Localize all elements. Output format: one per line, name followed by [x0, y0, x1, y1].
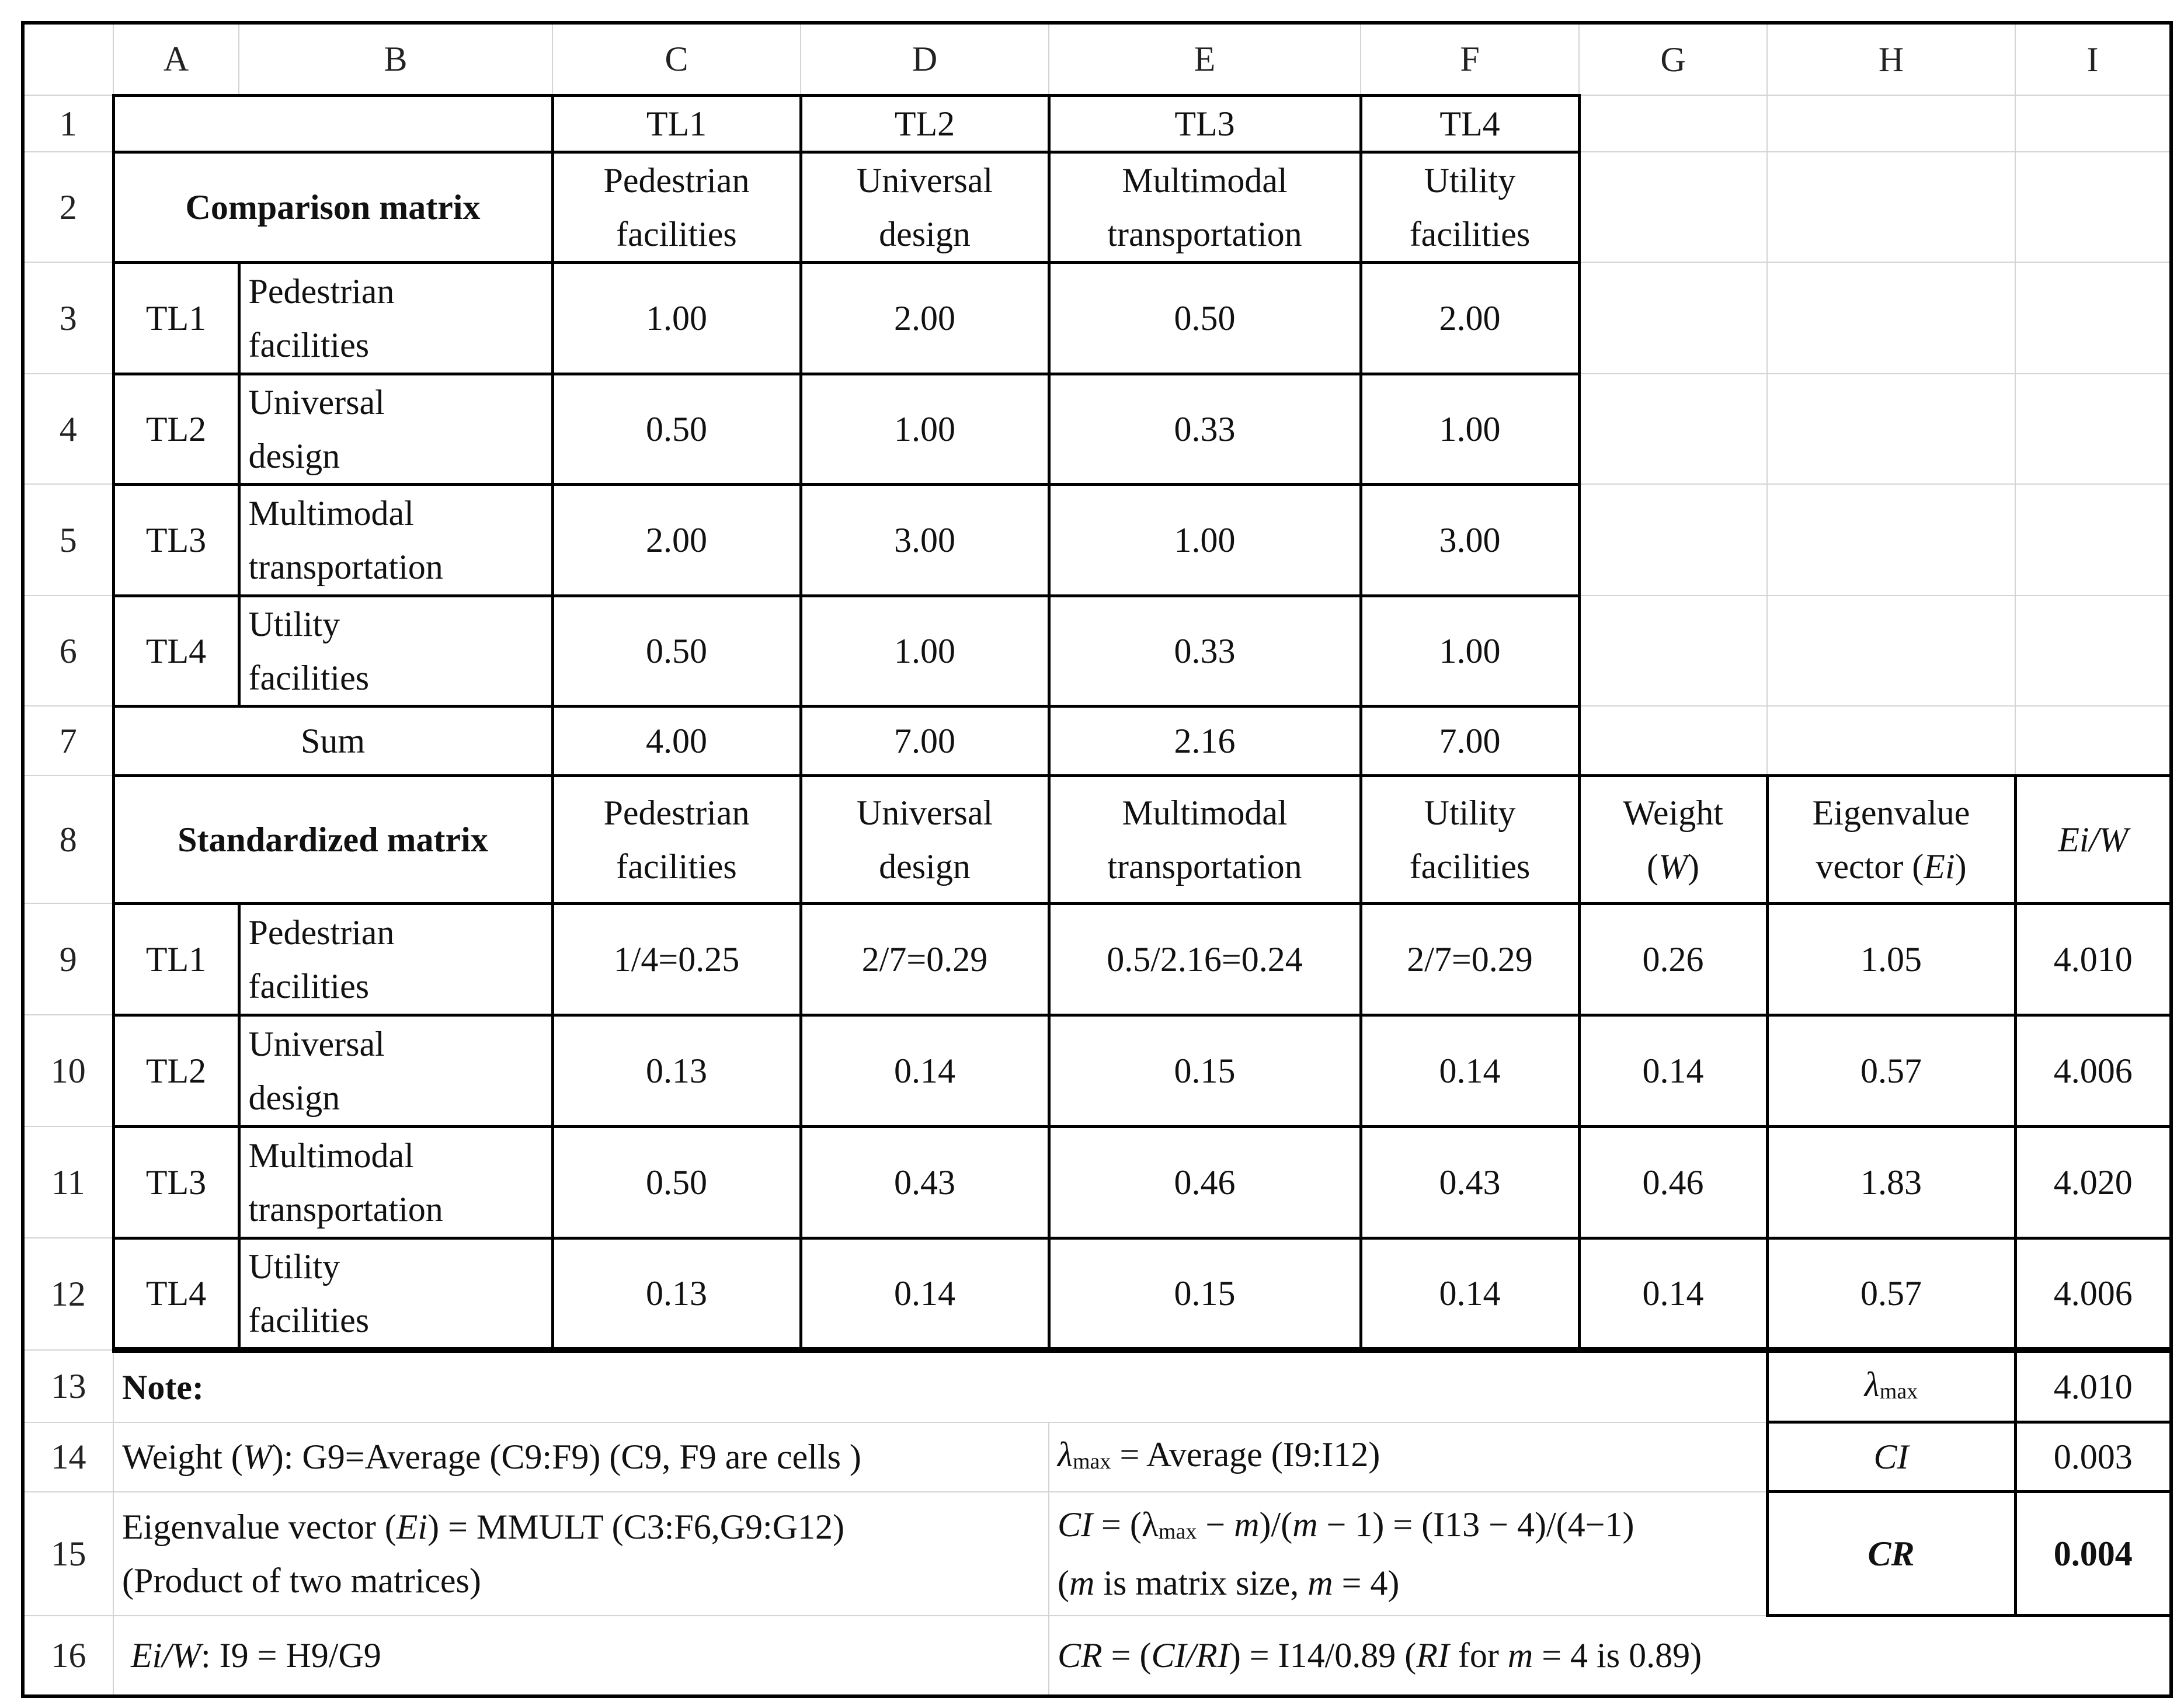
text: max	[1879, 1379, 1918, 1404]
matrix-value[interactable]: 1.00	[1361, 374, 1579, 484]
ei-w-value[interactable]: 4.006	[2015, 1238, 2171, 1350]
matrix-value[interactable]: 1.00	[801, 374, 1049, 484]
label-line: facilities	[248, 658, 370, 697]
text: : I9 = H9/G9	[200, 1636, 381, 1675]
comparison-row	[23, 374, 2171, 484]
eigenvalue-header[interactable]	[1767, 775, 2015, 903]
ei-w-header[interactable]	[2015, 775, 2171, 903]
matrix-value[interactable]: 0.50	[552, 374, 801, 484]
cell-g2[interactable]	[1579, 152, 1767, 262]
standardized-header[interactable]	[801, 775, 1049, 903]
label-line: Multimodal	[248, 493, 414, 533]
matrix-value[interactable]: 2.00	[1361, 262, 1579, 374]
matrix-value[interactable]: 0.43	[801, 1126, 1049, 1238]
lambda-max-value[interactable]: 4.010	[2015, 1350, 2171, 1422]
label-line: design	[248, 1078, 340, 1117]
row-number[interactable]: 16	[23, 1616, 113, 1696]
cr-label[interactable]	[1767, 1492, 2015, 1616]
row-13	[23, 1350, 2171, 1422]
text: Eigenvalue vector (	[122, 1507, 397, 1546]
sum-value[interactable]: 7.00	[1361, 706, 1579, 775]
eigenvalue-value[interactable]: 1.05	[1767, 903, 2015, 1015]
note-weight[interactable]	[113, 1422, 1049, 1492]
text: )/(	[1259, 1505, 1293, 1544]
matrix-value[interactable]: 0.13	[552, 1015, 801, 1126]
row-number[interactable]: 13	[23, 1350, 113, 1422]
row-number[interactable]: 2	[23, 152, 113, 262]
text: Ei/W	[2058, 820, 2129, 859]
header-line: Eigenvalue	[1812, 793, 1970, 832]
weight-header[interactable]	[1579, 775, 1767, 903]
header-line: Multimodal	[1122, 793, 1288, 832]
matrix-value[interactable]: 0.14	[1361, 1238, 1579, 1350]
row-code[interactable]: TL3	[113, 484, 239, 596]
sum-value[interactable]: 4.00	[552, 706, 801, 775]
matrix-value[interactable]: 2.00	[801, 262, 1049, 374]
text: CI	[1058, 1505, 1093, 1544]
empty-cell[interactable]	[2015, 596, 2171, 706]
label-line: transportation	[248, 547, 443, 586]
standardized-header[interactable]	[1049, 775, 1361, 903]
matrix-value[interactable]: 0.50	[552, 1126, 801, 1238]
text: is matrix size,	[1094, 1563, 1308, 1602]
weight-value[interactable]: 0.14	[1579, 1015, 1767, 1126]
text: (	[1058, 1563, 1069, 1602]
empty-cell[interactable]	[2015, 262, 2171, 374]
text: = (λ	[1093, 1505, 1159, 1544]
label-line: Utility	[248, 1247, 340, 1286]
text: )	[1955, 847, 1967, 886]
empty-cell[interactable]	[1579, 706, 1767, 775]
eigenvalue-value[interactable]: 1.83	[1767, 1126, 2015, 1238]
empty-cell[interactable]	[1579, 262, 1767, 374]
header-line: transportation	[1107, 214, 1302, 253]
cell-e1[interactable]: TL3	[1049, 95, 1361, 152]
comparison-row	[23, 484, 2171, 596]
ei-w-value[interactable]: 4.020	[2015, 1126, 2171, 1238]
row-number[interactable]: 4	[23, 374, 113, 484]
label-line: facilities	[248, 325, 370, 364]
row-number[interactable]: 12	[23, 1238, 113, 1350]
row-code[interactable]: TL4	[113, 596, 239, 706]
col-header-b[interactable]: B	[239, 23, 552, 95]
spreadsheet[interactable]	[21, 21, 2173, 1698]
comparison-matrix-title[interactable]: Comparison matrix	[113, 152, 552, 262]
row-number[interactable]: 3	[23, 262, 113, 374]
cell-d1[interactable]: TL2	[801, 95, 1049, 152]
text: CR	[1867, 1534, 1915, 1573]
row-2	[23, 152, 2171, 262]
header-line: facilities	[1409, 847, 1531, 886]
row-code[interactable]: TL1	[113, 903, 239, 1015]
text: )	[1687, 847, 1699, 886]
text: = Average (I9:I12)	[1111, 1435, 1380, 1474]
text: vector (	[1816, 847, 1924, 886]
matrix-value[interactable]: 0.15	[1049, 1015, 1361, 1126]
text: ): G9=Average (C9:F9) (C9, F9 are cells )	[272, 1438, 861, 1476]
header-line: Universal	[856, 793, 993, 832]
row-number[interactable]: 11	[23, 1126, 113, 1238]
text: Weight (	[122, 1438, 243, 1476]
header-line: facilities	[1409, 214, 1531, 253]
empty-cell[interactable]	[1767, 596, 2015, 706]
matrix-value[interactable]: 0.15	[1049, 1238, 1361, 1350]
text: CR	[1058, 1636, 1103, 1675]
note-eigenvalue[interactable]	[113, 1492, 1049, 1616]
header-line: facilities	[616, 847, 737, 886]
matrix-value[interactable]: 2/7=0.29	[801, 903, 1049, 1015]
note-title[interactable]: Note:	[113, 1350, 1767, 1422]
sum-row	[23, 706, 2171, 775]
row-code[interactable]: TL3	[113, 1126, 239, 1238]
standardized-header[interactable]	[1361, 775, 1579, 903]
row-14	[23, 1422, 2171, 1492]
matrix-value[interactable]: 1.00	[552, 262, 801, 374]
row-label[interactable]	[239, 1015, 552, 1126]
text: λ	[1864, 1365, 1880, 1404]
cell-c2[interactable]	[552, 152, 801, 262]
label-line: Universal	[248, 382, 385, 422]
empty-cell[interactable]	[2015, 374, 2171, 484]
standardized-header[interactable]	[552, 775, 801, 903]
label-line: Pedestrian	[248, 913, 395, 952]
matrix-value[interactable]: 0.33	[1049, 596, 1361, 706]
header-line: Utility	[1424, 793, 1516, 832]
cell-h2[interactable]	[1767, 152, 2015, 262]
matrix-value[interactable]: 0.5/2.16=0.24	[1049, 903, 1361, 1015]
row-number[interactable]: 1	[23, 95, 113, 152]
matrix-value[interactable]: 0.50	[552, 596, 801, 706]
sum-value[interactable]: 2.16	[1049, 706, 1361, 775]
header-line: facilities	[616, 214, 737, 253]
matrix-value[interactable]: 1.00	[801, 596, 1049, 706]
empty-cell[interactable]	[2015, 484, 2171, 596]
header-line: Utility	[1424, 161, 1516, 200]
label-line: facilities	[248, 966, 370, 1005]
ei-w-value[interactable]: 4.006	[2015, 1015, 2171, 1126]
row-label[interactable]	[239, 262, 552, 374]
row-number[interactable]: 8	[23, 775, 113, 903]
corner-cell[interactable]	[23, 23, 113, 95]
cell-f1[interactable]: TL4	[1361, 95, 1579, 152]
ci-label[interactable]	[1767, 1422, 2015, 1492]
text: λ	[1058, 1435, 1073, 1474]
col-header-i[interactable]: I	[2015, 23, 2171, 95]
empty-cell[interactable]	[1767, 484, 2015, 596]
text: m	[1292, 1505, 1318, 1544]
text: W	[242, 1438, 272, 1476]
cell-f2[interactable]	[1361, 152, 1579, 262]
empty-cell[interactable]	[1579, 596, 1767, 706]
matrix-value[interactable]: 0.14	[801, 1015, 1049, 1126]
label-line: transportation	[248, 1189, 443, 1229]
cell-d2[interactable]	[801, 152, 1049, 262]
label-line: Utility	[248, 604, 340, 643]
text: = 4)	[1333, 1563, 1400, 1602]
label-line: Universal	[248, 1024, 385, 1063]
empty-cell[interactable]	[1767, 706, 2015, 775]
row-code[interactable]: TL1	[113, 262, 239, 374]
cell-c1[interactable]: TL1	[552, 95, 801, 152]
matrix-value[interactable]: 0.46	[1049, 1126, 1361, 1238]
text: for	[1449, 1636, 1508, 1675]
col-header-f[interactable]: F	[1361, 23, 1579, 95]
matrix-value[interactable]: 1.00	[1361, 596, 1579, 706]
eigenvalue-value[interactable]: 0.57	[1767, 1238, 2015, 1350]
header-line: Universal	[856, 161, 993, 200]
comparison-row	[23, 262, 2171, 374]
header-line: transportation	[1107, 847, 1302, 886]
label-line: design	[248, 436, 340, 475]
col-header-a[interactable]: A	[113, 23, 239, 95]
col-header-c[interactable]: C	[552, 23, 801, 95]
note-ci[interactable]	[1049, 1492, 1767, 1616]
row-number[interactable]: 7	[23, 706, 113, 775]
header-line: design	[879, 214, 971, 253]
row-number[interactable]: 15	[23, 1492, 113, 1616]
weight-value[interactable]: 0.26	[1579, 903, 1767, 1015]
matrix-value[interactable]: 0.13	[552, 1238, 801, 1350]
text: ) = I14/0.89 (	[1229, 1636, 1417, 1675]
row-16	[23, 1616, 2171, 1696]
row-1	[23, 95, 2171, 152]
matrix-value[interactable]: 0.43	[1361, 1126, 1579, 1238]
comparison-row	[23, 596, 2171, 706]
empty-cell[interactable]	[2015, 706, 2171, 775]
cell-i1[interactable]	[2015, 95, 2171, 152]
col-header-g[interactable]: G	[1579, 23, 1767, 95]
text: ) = MMULT (C3:F6,G9:G12)	[427, 1507, 845, 1546]
row-number[interactable]: 9	[23, 903, 113, 1015]
header-line: design	[879, 847, 971, 886]
note-cr[interactable]	[1049, 1616, 2171, 1696]
standardized-row	[23, 903, 2171, 1015]
row-code[interactable]: TL4	[113, 1238, 239, 1350]
eigenvalue-value[interactable]: 0.57	[1767, 1015, 2015, 1126]
text: m	[1234, 1505, 1260, 1544]
matrix-value[interactable]: 2/7=0.29	[1361, 903, 1579, 1015]
ei-w-value[interactable]: 4.010	[2015, 903, 2171, 1015]
empty-cell[interactable]	[1579, 374, 1767, 484]
text: RI	[1416, 1636, 1449, 1675]
row-label[interactable]	[239, 374, 552, 484]
cell-i2[interactable]	[2015, 152, 2171, 262]
cell-a1[interactable]	[113, 95, 552, 152]
header-line: Pedestrian	[603, 161, 750, 200]
label-line: Multimodal	[248, 1136, 414, 1175]
row-label[interactable]	[239, 1238, 552, 1350]
label-line: facilities	[248, 1300, 370, 1339]
standardized-header-row	[23, 775, 2171, 903]
standardized-matrix-title[interactable]: Standardized matrix	[113, 775, 552, 903]
text: m	[1507, 1636, 1533, 1675]
header-line: Pedestrian	[603, 793, 750, 832]
weight-value[interactable]: 0.14	[1579, 1238, 1767, 1350]
matrix-value[interactable]: 2.00	[552, 484, 801, 596]
note-lambda[interactable]	[1049, 1422, 1767, 1492]
weight-value[interactable]: 0.46	[1579, 1126, 1767, 1238]
matrix-value[interactable]: 0.50	[1049, 262, 1361, 374]
text: m	[1069, 1563, 1095, 1602]
sum-value[interactable]: 7.00	[801, 706, 1049, 775]
matrix-value[interactable]: 3.00	[801, 484, 1049, 596]
matrix-value[interactable]: 1.00	[1049, 484, 1361, 596]
text: = (	[1102, 1636, 1152, 1675]
cr-value[interactable]: 0.004	[2015, 1492, 2171, 1616]
text: m	[1307, 1563, 1333, 1602]
standardized-row	[23, 1015, 2171, 1126]
col-header-e[interactable]: E	[1049, 23, 1361, 95]
row-label[interactable]	[239, 903, 552, 1015]
row-label[interactable]	[239, 596, 552, 706]
empty-cell[interactable]	[1767, 374, 2015, 484]
row-label[interactable]	[239, 484, 552, 596]
row-number[interactable]: 10	[23, 1015, 113, 1126]
row-15	[23, 1492, 2171, 1616]
text: W	[1658, 847, 1688, 886]
text: max	[1073, 1449, 1111, 1474]
row-code[interactable]: TL2	[113, 374, 239, 484]
row-number[interactable]: 14	[23, 1422, 113, 1492]
matrix-value[interactable]: 0.14	[801, 1238, 1049, 1350]
text: max	[1158, 1519, 1197, 1544]
matrix-value[interactable]: 0.33	[1049, 374, 1361, 484]
matrix-value[interactable]: 3.00	[1361, 484, 1579, 596]
empty-cell[interactable]	[1579, 484, 1767, 596]
lambda-max-label[interactable]	[1767, 1350, 2015, 1422]
text: CI/RI	[1151, 1636, 1229, 1675]
cell-h1[interactable]	[1767, 95, 2015, 152]
standardized-row	[23, 1126, 2171, 1238]
text: Ei	[396, 1507, 428, 1546]
text: (	[1647, 847, 1658, 886]
column-header-row	[23, 23, 2171, 95]
empty-cell[interactable]	[1767, 262, 2015, 374]
matrix-value[interactable]: 1/4=0.25	[552, 903, 801, 1015]
row-label[interactable]	[239, 1126, 552, 1238]
text: Ei	[1924, 847, 1955, 886]
cell-g1[interactable]	[1579, 95, 1767, 152]
row-code[interactable]: TL2	[113, 1015, 239, 1126]
text: = 4 is 0.89)	[1533, 1636, 1702, 1675]
note-ei-w[interactable]	[113, 1616, 1049, 1696]
text: −	[1197, 1505, 1234, 1544]
text: Ei/W	[131, 1636, 201, 1675]
row-number[interactable]: 6	[23, 596, 113, 706]
ci-value[interactable]: 0.003	[2015, 1422, 2171, 1492]
row-number[interactable]: 5	[23, 484, 113, 596]
text: − 1) = (I13 − 4)/(4−1)	[1317, 1505, 1634, 1544]
cell-e2[interactable]	[1049, 152, 1361, 262]
matrix-value[interactable]: 0.14	[1361, 1015, 1579, 1126]
col-header-d[interactable]: D	[801, 23, 1049, 95]
standardized-row	[23, 1238, 2171, 1350]
header-line: Multimodal	[1122, 161, 1288, 200]
sum-label[interactable]: Sum	[113, 706, 552, 775]
text: (Product of two matrices)	[122, 1561, 481, 1600]
label-line: Pedestrian	[248, 272, 395, 311]
col-header-h[interactable]: H	[1767, 23, 2015, 95]
header-line: Weight	[1623, 793, 1723, 832]
text: CI	[1873, 1438, 1909, 1476]
